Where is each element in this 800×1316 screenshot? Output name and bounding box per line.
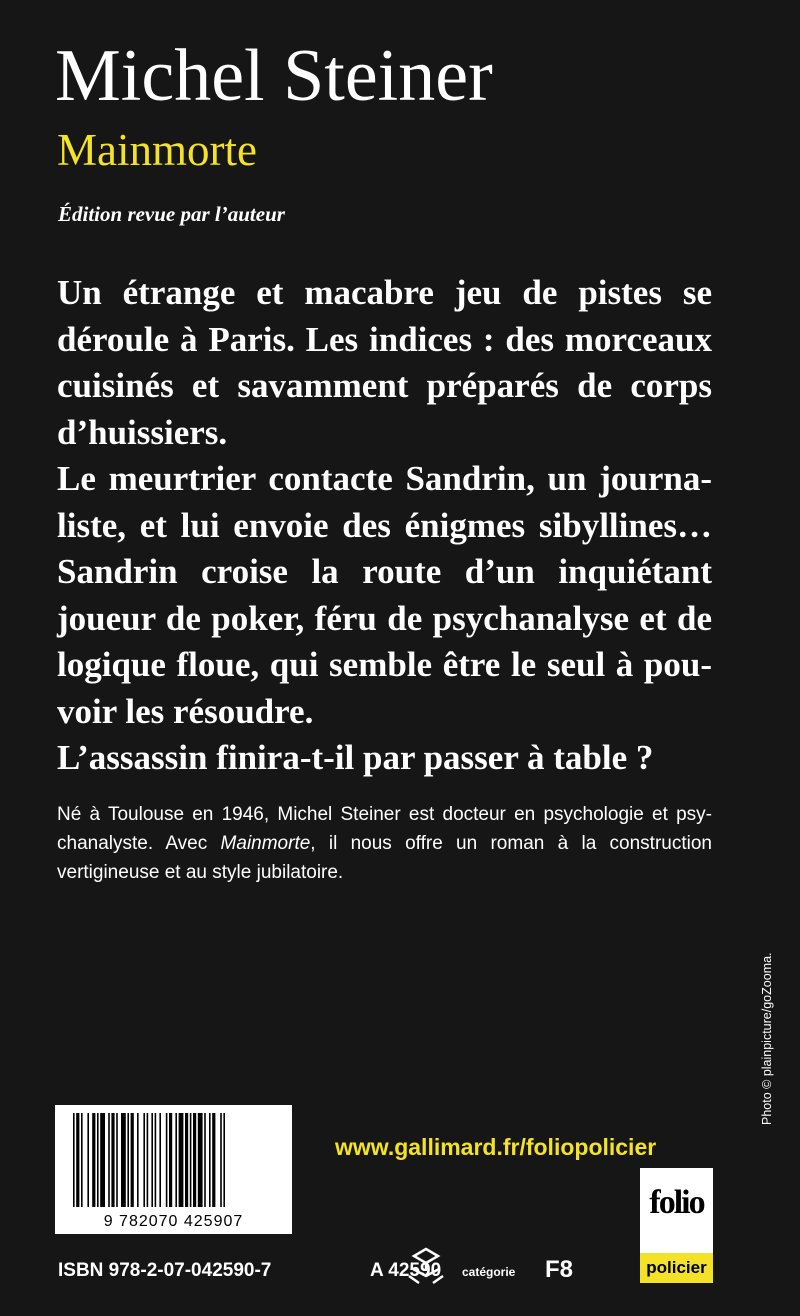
photo-credit: Photo © plainpicture/goZooma. (760, 952, 774, 1125)
barcode-bar (131, 1113, 134, 1207)
barcode-bar (212, 1113, 215, 1207)
folio-logo-band: policier (640, 1253, 713, 1283)
barcode-bar (185, 1113, 188, 1207)
isbn: ISBN 978-2-07-042590-7 (58, 1260, 272, 1281)
folio-logo-word: folio (649, 1184, 704, 1221)
barcode-bar (223, 1113, 225, 1207)
barcode-bar (175, 1113, 177, 1207)
barcode-bar (100, 1113, 105, 1207)
barcode-bar (97, 1113, 99, 1207)
barcode-bar (137, 1113, 139, 1207)
barcode-bar (198, 1113, 203, 1207)
edition-note: Édition revue par l’auteur (58, 202, 285, 226)
barcode-bar (81, 1113, 83, 1207)
blurb (57, 270, 712, 782)
barcode-bar (73, 1113, 75, 1207)
bio-text: , il nous offre un roman à la construction vertigineuse et au style jubilatoire. (57, 833, 712, 883)
barcode-bar (147, 1113, 149, 1207)
barcode-bar (193, 1113, 196, 1207)
website-link[interactable]: www.gallimard.fr/foliopolicier (335, 1134, 657, 1160)
gallimard-emblem-icon (405, 1245, 447, 1287)
barcode-bar (76, 1113, 79, 1207)
catalog-code: A 42590 (370, 1260, 442, 1281)
barcode-bar (179, 1113, 184, 1207)
barcode-bar (151, 1113, 153, 1207)
barcode-bar (116, 1113, 118, 1207)
blurb-paragraph: Le meurtrier contacte Sandrin, un journaliste, et lui envoie des énigmes sibyllines… Sandrin croise la route d’un inquiétant joueur de poker, féru de psychanalyse et de logique floue, qui semble être le seul à pouvoir les résoudre. (57, 459, 712, 731)
barcode-digits: 9 782070 425907 (103, 1213, 244, 1230)
category-value: F8 (545, 1256, 574, 1283)
author-bio (57, 800, 712, 887)
barcode-bar (220, 1113, 222, 1207)
barcode-bar (108, 1113, 110, 1207)
barcode-bar (155, 1113, 157, 1207)
bio-text: Né à Toulouse en 1946, Michel Steiner est docteur en psychologie et psychanalyste. Avec (57, 804, 712, 854)
blurb-paragraph: L’assassin finira-t-il par passer à table ? (57, 738, 654, 777)
category-label: catégorie (462, 1265, 516, 1279)
barcode-bar (204, 1113, 206, 1207)
barcode-bar (209, 1113, 211, 1207)
barcode-bar (159, 1113, 161, 1207)
barcode-bar (127, 1113, 129, 1207)
book-title: Mainmorte (57, 125, 257, 175)
blurb-paragraph: Un étrange et macabre jeu de pistes se déroule à Paris. Les indices : des morceaux cuisinés et savamment préparés de corps d’huissiers. (57, 273, 712, 452)
barcode-bar (166, 1113, 168, 1207)
barcode-bar (87, 1113, 89, 1207)
barcode-bar (169, 1113, 172, 1207)
folio-policier-logo (640, 1168, 713, 1283)
barcode-bar (121, 1113, 126, 1207)
barcode-bar (143, 1113, 145, 1207)
barcode-bar (190, 1113, 192, 1207)
barcode-bar (92, 1113, 95, 1207)
barcode-bar (111, 1113, 114, 1207)
author-name: Michel Steiner (55, 35, 493, 117)
barcode (55, 1105, 292, 1234)
bio-title-italic: Mainmorte (220, 833, 311, 854)
barcode-bars (55, 1105, 292, 1211)
